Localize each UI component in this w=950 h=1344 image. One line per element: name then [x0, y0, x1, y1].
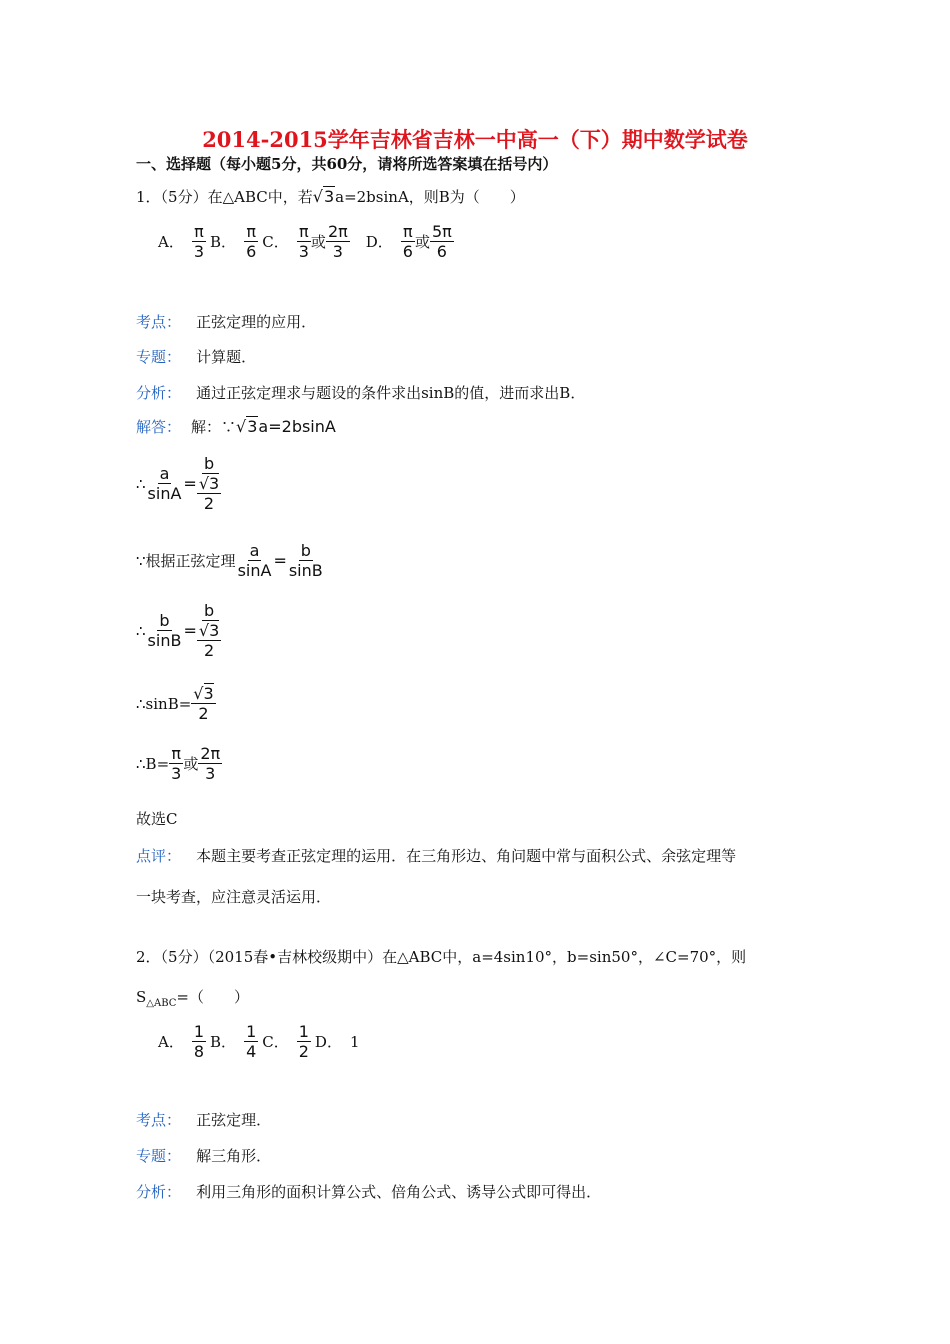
q2-kaodian-row	[136, 1109, 271, 1130]
because-symbol: ∵	[136, 551, 146, 570]
q1-zhuanti-label: 专题：	[136, 348, 182, 366]
q2-option-d-value: 1	[349, 1032, 360, 1051]
question-2-stem: 2．（5分）（2015春•吉林校级期中）在△ABC中，a=4sin10°，b=sin50°，∠C=70°，则	[136, 948, 747, 966]
q2-option-c-label: C．	[262, 1033, 289, 1052]
fraction-b-over-sinB: $\frac{b}{\sin B}$	[147, 611, 182, 651]
q1-step-5	[136, 744, 222, 783]
q1-step-1	[136, 454, 221, 514]
q1-zhuanti-row	[136, 346, 256, 367]
question-1-options	[158, 222, 454, 261]
q1-zhuanti-text: 计算题．	[196, 348, 257, 366]
q2-s: S	[136, 988, 147, 1006]
q1-jieda-row	[136, 416, 336, 437]
section-heading: 一、选择题（每小题5分，共60分，请将所选答案填在括号内）	[136, 155, 558, 173]
fraction-b-over-sqrt3-2: b √3 2	[198, 601, 220, 661]
q1-option-d-label: D．	[365, 233, 393, 252]
question-1-stem	[136, 186, 525, 207]
q1-or: 或	[183, 755, 199, 774]
q2-fenxi-row	[136, 1181, 601, 1202]
q1-option-c-value-1: $\frac{\pi}{3}$	[298, 222, 309, 262]
q2-fenxi-text: 利用三角形的面积计算公式、倍角公式、诱导公式即可得出．	[196, 1183, 602, 1201]
q1-answer: 故选C	[136, 810, 178, 828]
q1-step-3	[136, 601, 221, 661]
fraction-sqrt3-over-2: $\frac{√3}{2}$	[193, 684, 214, 724]
fraction-a-over-sinA: $\frac{a}{\sin A}$	[237, 541, 272, 581]
q1-option-d-value-1: $\frac{\pi}{6}$	[402, 222, 413, 262]
q1-stem-pre: 1．（5分）在△ABC中，若	[136, 188, 313, 206]
sqrt-symbol: √3	[312, 187, 335, 206]
equals-sign: =	[183, 474, 197, 494]
fraction-pi-over-3: $\frac{\pi}{3}$	[171, 744, 182, 784]
q1-step-4	[136, 684, 216, 723]
q2-option-a-value: $\frac{1}{8}$	[193, 1022, 205, 1062]
q1-option-b-value: $\frac{\pi}{6}$	[246, 222, 257, 262]
q1-stem-post: a=2bsinA，则B为（ ）	[335, 188, 525, 206]
q1-option-c-value-2: $\frac{2\pi}{3}$	[327, 222, 348, 262]
q1-or: 或	[310, 233, 326, 252]
q1-option-a-label: A．	[158, 233, 184, 252]
q1-genju-text: 根据正弦定理	[145, 552, 236, 571]
q1-kaodian-row	[136, 311, 316, 332]
q1-jieda-label: 解答：	[136, 418, 182, 436]
q1-fenxi-label: 分析：	[136, 384, 182, 402]
q2-option-a-label: A．	[158, 1033, 184, 1052]
q1-fenxi-text: 通过正弦定理求与题设的条件求出sinB的值，进而求出B．	[196, 384, 586, 402]
q2-zhuanti-text: 解三角形．	[196, 1147, 272, 1165]
q2-s-post: =（ ）	[176, 988, 249, 1006]
q1-option-d-value-2: $\frac{5\pi}{6}$	[431, 222, 452, 262]
q1-jie-post: a=2bsinA	[258, 417, 336, 436]
q1-dianping-row	[136, 845, 736, 866]
q1-kaodian-text: 正弦定理的应用．	[196, 313, 317, 331]
fraction-b-over-sqrt3-2: b √3 2	[198, 454, 220, 514]
q2-zhuanti-label: 专题：	[136, 1147, 182, 1165]
equals-sign: =	[183, 621, 197, 641]
q1-kaodian-label: 考点：	[136, 313, 182, 331]
page-title: 2014-2015学年吉林省吉林一中高一（下）期中数学试卷	[202, 127, 748, 152]
therefore-symbol: ∴	[136, 694, 146, 713]
q2-zhuanti-row	[136, 1145, 271, 1166]
fraction-2pi-over-3: $\frac{2\pi}{3}$	[200, 744, 221, 784]
q2-kaodian-text: 正弦定理．	[196, 1111, 272, 1129]
question-2-stem-2	[136, 986, 249, 1009]
q1-jie-text: 解：∵	[191, 418, 237, 436]
sqrt-symbol: √3	[236, 417, 258, 436]
q1-B-eq: B=	[145, 754, 170, 773]
q1-fenxi-row	[136, 382, 585, 403]
equals-sign: =	[273, 551, 287, 571]
question-2-options	[158, 1022, 360, 1061]
q2-option-d-label: D．	[314, 1033, 342, 1052]
q2-option-b-value: $\frac{1}{4}$	[246, 1022, 257, 1062]
q1-dianping-label: 点评：	[136, 847, 182, 865]
q1-dianping-text-2: 一块考查，应注意灵活运用．	[136, 888, 332, 906]
q1-sinB-eq: sinB=	[145, 694, 192, 713]
therefore-symbol: ∴	[136, 474, 146, 493]
q1-dianping-text-1: 本题主要考查正弦定理的运用．在三角形边、角问题中常与面积公式、余弦定理等	[196, 847, 737, 865]
q2-option-b-label: B．	[210, 1033, 237, 1052]
q1-option-a-value: $\frac{\pi}{3}$	[193, 222, 205, 262]
q1-option-c-label: C．	[262, 233, 289, 252]
fraction-a-over-sinA: $\frac{a}{\sin A}$	[147, 464, 182, 504]
therefore-symbol: ∴	[136, 754, 146, 773]
q1-sqrt-radicand: 3	[323, 187, 335, 206]
q2-s-sub: △ABC	[146, 998, 177, 1009]
q1-or: 或	[414, 233, 430, 252]
q1-step-2	[136, 541, 325, 580]
q2-fenxi-label: 分析：	[136, 1183, 182, 1201]
q2-kaodian-label: 考点：	[136, 1111, 182, 1129]
therefore-symbol: ∴	[136, 621, 146, 640]
q1-option-b-label: B．	[210, 233, 237, 252]
q2-option-c-value: $\frac{1}{2}$	[298, 1022, 309, 1062]
fraction-b-over-sinB: $\frac{b}{\sin B}$	[288, 541, 323, 581]
